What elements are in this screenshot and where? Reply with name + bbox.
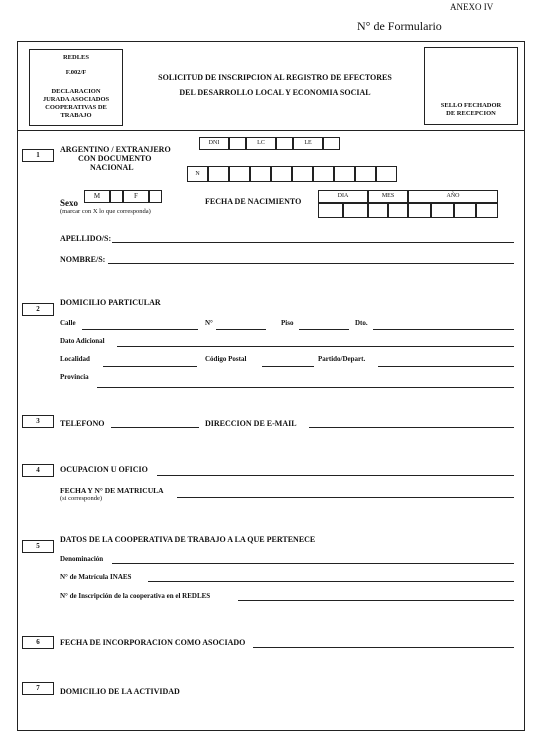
sex-option-m[interactable]: M <box>84 190 110 203</box>
email-label: DIRECCION DE E-MAIL <box>205 419 297 428</box>
birth-month-2[interactable] <box>388 203 408 218</box>
doc-number-digit-3[interactable] <box>250 166 271 182</box>
sex-f-check[interactable] <box>149 190 162 203</box>
doc-type-le[interactable]: LE <box>293 137 323 150</box>
registration-field[interactable] <box>177 497 514 498</box>
form-number-label: N° de Formulario <box>357 19 442 33</box>
floor-field[interactable] <box>299 329 349 330</box>
district-label: Partido/Depart. <box>318 355 366 363</box>
postal-code-label: Código Postal <box>205 355 247 363</box>
denomination-label: Denominación <box>60 555 104 563</box>
incorporation-date-field[interactable] <box>253 647 514 648</box>
registration-note: (si corresponde) <box>60 495 103 502</box>
declaration-line2: JURADA ASOCIADOS <box>42 96 110 103</box>
street-label: Calle <box>60 319 76 327</box>
nationality-line3: NACIONAL <box>90 163 134 172</box>
inaes-field[interactable] <box>148 581 514 582</box>
nationality-line2: CON DOCUMENTO <box>78 154 152 163</box>
doc-type-lc-check[interactable] <box>276 137 293 150</box>
form-title-line1: SOLICITUD DE INSCRIPCION AL REGISTRO DE EFECTORES <box>158 73 392 82</box>
phone-field[interactable] <box>111 427 199 428</box>
apartment-field[interactable] <box>373 329 514 330</box>
birth-day-2[interactable] <box>343 203 368 218</box>
surname-field[interactable] <box>112 242 514 243</box>
apartment-label: Dto. <box>355 319 368 327</box>
section-2-number: 2 <box>22 303 54 316</box>
doc-number-digit-8[interactable] <box>355 166 376 182</box>
doc-number-digit-2[interactable] <box>229 166 250 182</box>
birth-year-1[interactable] <box>408 203 431 218</box>
district-field[interactable] <box>378 366 514 367</box>
birth-date-label: FECHA DE NACIMIENTO <box>205 197 302 206</box>
birth-month-header: MES <box>368 190 408 203</box>
section-3-number: 3 <box>22 415 54 428</box>
form-code: F.002/F <box>65 69 87 76</box>
birth-year-3[interactable] <box>454 203 476 218</box>
declaration-line3: COOPERATIVAS DE <box>45 104 107 111</box>
birth-day-header: DIA <box>318 190 368 203</box>
sex-label: Sexo <box>60 198 78 208</box>
stamp-label-line2: DE RECEPCION <box>446 110 496 117</box>
doc-type-dni-check[interactable] <box>229 137 246 150</box>
doc-type-dni[interactable]: DNI <box>199 137 229 150</box>
redles-code: REDLES <box>62 54 89 61</box>
name-field[interactable] <box>108 263 514 264</box>
home-address-title: DOMICILIO PARTICULAR <box>60 298 161 307</box>
email-field[interactable] <box>309 427 514 428</box>
doc-type-lc[interactable]: LC <box>246 137 276 150</box>
section-5-number: 5 <box>22 540 54 553</box>
floor-label: Piso <box>281 319 294 327</box>
postal-code-field[interactable] <box>262 366 314 367</box>
declaration-line1: DECLARACION <box>51 88 101 95</box>
doc-type-le-check[interactable] <box>323 137 340 150</box>
locality-field[interactable] <box>103 366 197 367</box>
birth-year-header: AÑO <box>408 190 498 203</box>
form-title-line2: DEL DESARROLLO LOCAL Y ECONOMIA SOCIAL <box>179 88 371 97</box>
birth-month-1[interactable] <box>368 203 388 218</box>
doc-number-digit-1[interactable] <box>208 166 229 182</box>
sex-m-check[interactable] <box>110 190 123 203</box>
cooperative-title: DATOS DE LA COOPERATIVA DE TRABAJO A LA QUE PERTENECE <box>60 535 316 544</box>
street-field[interactable] <box>82 329 198 330</box>
redles-number-label: N° de Inscripción de la cooperativa en el REDLES <box>60 592 211 600</box>
denomination-field[interactable] <box>112 563 514 564</box>
declaration-line4: TRABAJO <box>60 112 92 119</box>
stamp-label-line1: SELLO FECHADOR <box>440 102 502 109</box>
activity-address-title: DOMICILIO DE LA ACTIVIDAD <box>60 687 180 696</box>
annex-label: ANEXO IV <box>450 2 494 12</box>
inaes-label: N° de Matrícula INAES <box>60 573 132 581</box>
occupation-label: OCUPACION U OFICIO <box>60 465 148 474</box>
header-divider <box>17 130 525 131</box>
section-7-number: 7 <box>22 682 54 695</box>
extra-info-label: Dato Adicional <box>60 337 105 345</box>
birth-year-2[interactable] <box>431 203 454 218</box>
surname-label: APELLIDO/S: <box>60 234 112 243</box>
sex-note: (marcar con X lo que corresponda) <box>60 208 151 215</box>
province-label: Provincia <box>60 373 89 381</box>
province-field[interactable] <box>97 387 514 388</box>
street-number-label: N° <box>205 319 213 327</box>
incorporation-date-label: FECHA DE INCORPORACION COMO ASOCIADO <box>60 638 246 647</box>
doc-number-digit-5[interactable] <box>292 166 313 182</box>
redles-number-field[interactable] <box>238 600 514 601</box>
doc-number-digit-4[interactable] <box>271 166 292 182</box>
registration-label: FECHA Y N° DE MATRICULA <box>60 486 164 495</box>
name-label: NOMBRE/S: <box>60 255 106 264</box>
birth-year-4[interactable] <box>476 203 498 218</box>
phone-label: TELEFONO <box>60 419 105 428</box>
sex-option-f[interactable]: F <box>123 190 149 203</box>
doc-number-digit-9[interactable] <box>376 166 397 182</box>
locality-label: Localidad <box>60 355 90 363</box>
section-6-number: 6 <box>22 636 54 649</box>
section-4-number: 4 <box>22 464 54 477</box>
street-number-field[interactable] <box>216 329 266 330</box>
nationality-line1: ARGENTINO / EXTRANJERO <box>60 145 171 154</box>
occupation-field[interactable] <box>157 475 514 476</box>
doc-number-digit-7[interactable] <box>334 166 355 182</box>
birth-day-1[interactable] <box>318 203 343 218</box>
section-1-number: 1 <box>22 149 54 162</box>
doc-number-prefix: N <box>187 166 208 182</box>
extra-info-field[interactable] <box>117 346 514 347</box>
doc-number-digit-6[interactable] <box>313 166 334 182</box>
